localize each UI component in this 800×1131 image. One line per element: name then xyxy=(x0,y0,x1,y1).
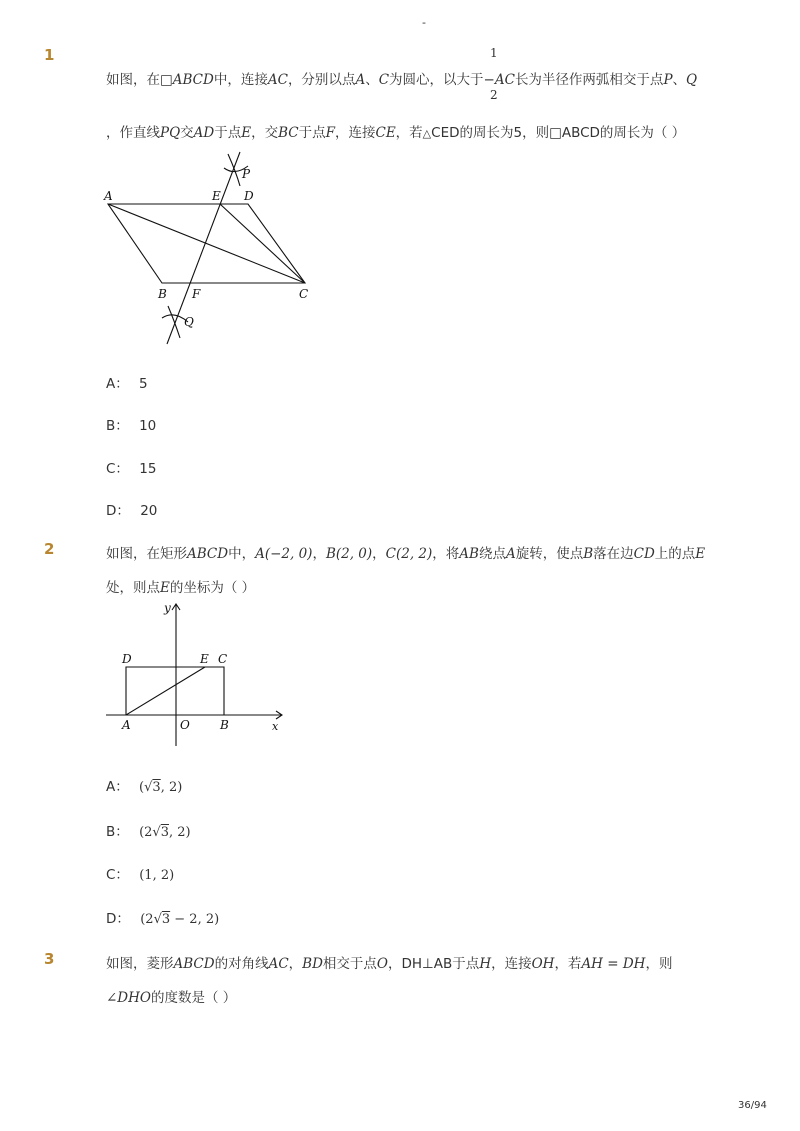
label-x: x xyxy=(272,720,279,733)
option-b[interactable]: B： (2√3, 2) xyxy=(106,824,191,840)
label-e: E xyxy=(200,652,209,666)
label-f: F xyxy=(192,287,201,301)
label-b: B xyxy=(220,718,229,732)
label-q: Q xyxy=(184,315,194,329)
option-d[interactable]: D： 20 xyxy=(106,503,158,519)
line-pq xyxy=(167,152,240,344)
rectangle-abcd xyxy=(126,667,224,715)
question-3-line-2: ∠DHO的度数是（ ） xyxy=(106,990,237,1006)
option-a[interactable]: A： (√3, 2) xyxy=(106,779,183,795)
question-3-line-1: 如图，菱形ABCD的对角线AC，BD相交于点O，DH⊥AB于点H，连接OH，若AH = DH，则 xyxy=(106,956,673,972)
header-mark: - xyxy=(422,16,426,29)
fraction-numerator: 1 xyxy=(490,46,498,60)
label-y: y xyxy=(164,601,171,615)
label-o: O xyxy=(180,718,190,732)
label-e: E xyxy=(212,189,221,203)
rectangle-coordinate-figure xyxy=(100,598,300,748)
label-d: D xyxy=(122,652,132,666)
option-c[interactable]: C： (1, 2) xyxy=(106,867,175,883)
page-number: 36/94 xyxy=(738,1100,767,1111)
label-p: P xyxy=(242,167,251,181)
question-number: 1 xyxy=(44,46,55,64)
question-number: 3 xyxy=(44,950,55,968)
question-1-line-2: ，作直线PQ交AD于点E，交BC于点F，连接CE，若△CED的周长为5，则□ABCD的周长为（ ） xyxy=(106,125,686,141)
label-b: B xyxy=(158,287,167,301)
question-1-line-1: 如图，在□ABCD中，连接AC，分别以点A、C为圆心，以大于−AC长为半径作两弧相交于点P、Q xyxy=(106,72,698,88)
label-d: D xyxy=(244,189,254,203)
question-number: 2 xyxy=(44,540,55,558)
question-2-line-2: 处，则点E的坐标为（ ） xyxy=(106,580,256,596)
label-c: C xyxy=(299,287,309,301)
label-c: C xyxy=(218,652,228,666)
option-d[interactable]: D： (2√3 − 2, 2) xyxy=(106,911,220,927)
arc-p-2 xyxy=(228,154,240,186)
label-a: A xyxy=(122,718,131,732)
option-a[interactable]: A： 5 xyxy=(106,376,148,392)
segment-ae xyxy=(126,667,205,715)
segment-ce xyxy=(220,204,305,283)
option-c[interactable]: C： 15 xyxy=(106,461,157,477)
option-b[interactable]: B： 10 xyxy=(106,418,157,434)
parallelogram-figure xyxy=(100,142,320,348)
label-a: A xyxy=(104,189,113,203)
diagonal-ac xyxy=(108,204,305,283)
fraction-denominator: 2 xyxy=(490,88,498,102)
arc-q-2 xyxy=(168,306,180,338)
question-2-line-1: 如图，在矩形ABCD中，A(−2, 0)，B(2, 0)，C(2, 2)，将AB绕点A旋转，使点B落在边CD上的点E xyxy=(106,546,706,562)
